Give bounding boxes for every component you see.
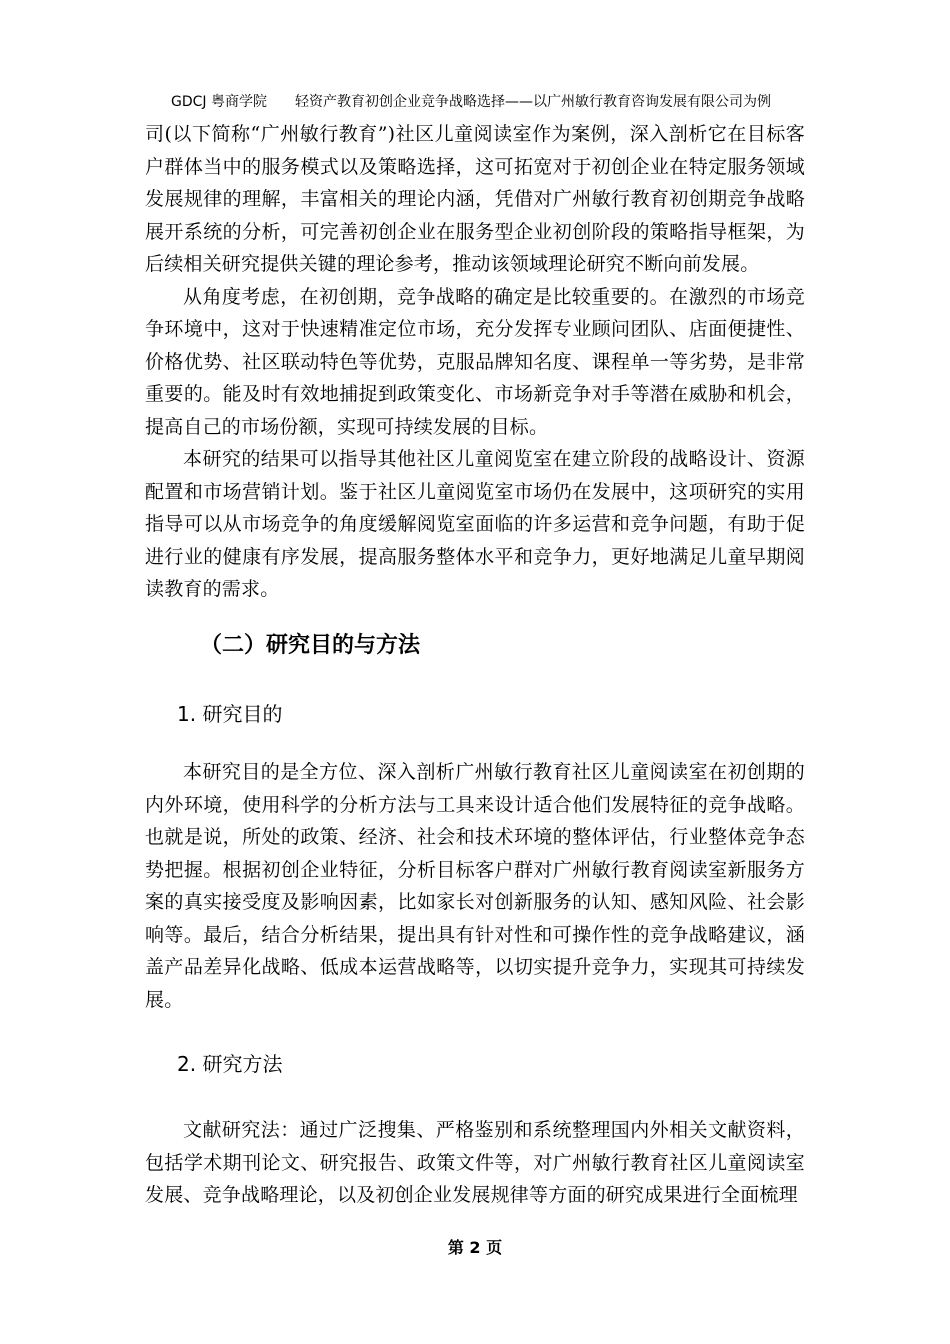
paragraph-practical-angle: 从角度考虑，在初创期，竞争战略的确定是比较重要的。在激烈的市场竞争环境中，这对于快速精准定位市场，充分发挥专业顾问团队、店面便捷性、价格优势、社区联动特色等优势，克服品牌知名度、课程单一等劣势，是非常重要的。能及时有效地捕捉到政策变化、市场新竞争对手等潜在威胁和机会，提高自己的市场份额，实现可持续发展的目标。 bbox=[145, 285, 805, 438]
section-heading: （二）研究目的与方法 bbox=[200, 633, 421, 658]
paragraph-practical-guidance: 本研究的结果可以指导其他社区儿童阅览室在建立阶段的战略设计、资源配置和市场营销计划。鉴于社区儿童阅览室市场仍在发展中，这项研究的实用指导可以从市场竞争的角度缓解阅览室面临的许多运营和竞争问题，有助于促进行业的健康有序发展，提高服务整体水平和竞争力，更好地满足儿童早期阅读教育的需求。 bbox=[145, 448, 805, 600]
intro-block bbox=[145, 118, 805, 606]
subheading-research-purpose: 1. 研究目的 bbox=[177, 702, 283, 726]
page-number: 第 2 页 bbox=[447, 1238, 503, 1257]
running-header bbox=[145, 92, 845, 112]
paragraph-research-purpose: 本研究目的是全方位、深入剖析广州敏行教育社区儿童阅读室在初创期的内外环境，使用科学的分析方法与工具来设计适合他们发展特征的竞争战略。也就是说，所处的政策、经济、社会和技术环境的整体评估，行业整体竞争态势把握。根据初创企业特征，分析目标客户群对广州敏行教育阅读室新服务方案的真实接受度及影响因素，比如家长对创新服务的认知、感知风险、社会影响等。最后，结合分析结果，提出具有针对性和可操作性的竞争战略建议，涵盖产品差异化战略、低成本运营战略等，以切实提升竞争力，实现其可持续发展。 bbox=[145, 761, 805, 1011]
header-title: 轻资产教育初创企业竞争战略选择——以广州敏行教育咨询发展有限公司为例 bbox=[294, 94, 771, 110]
method-block bbox=[145, 1114, 805, 1212]
purpose-block bbox=[145, 756, 805, 1016]
paragraph-significance-continued: 司(以下简称“广州敏行教育”)社区儿童阅读室作为案例，深入剖析它在目标客户群体当中的服务模式以及策略选择，这可拓宽对于初创企业在特定服务领域发展规律的理解，丰富相关的理论内涵，凭借对广州敏行教育初创期竞争战略展开系统的分析，可完善初创企业在服务型企业初创阶段的策略指导框架，为后续相关研究提供关键的理论参考，推动该领域理论研究不断向前发展。 bbox=[145, 123, 805, 275]
header-school: GDCJ 粤商学院 bbox=[171, 94, 267, 110]
paragraph-literature-method: 文献研究法：通过广泛搜集、严格鉴别和系统整理国内外相关文献资料，包括学术期刊论文、研究报告、政策文件等，对广州敏行教育社区儿童阅读室发展、竞争战略理论，以及初创企业发展规律等方面的研究成果进行全面梳理 bbox=[145, 1119, 805, 1206]
subheading-research-method: 2. 研究方法 bbox=[177, 1052, 283, 1076]
